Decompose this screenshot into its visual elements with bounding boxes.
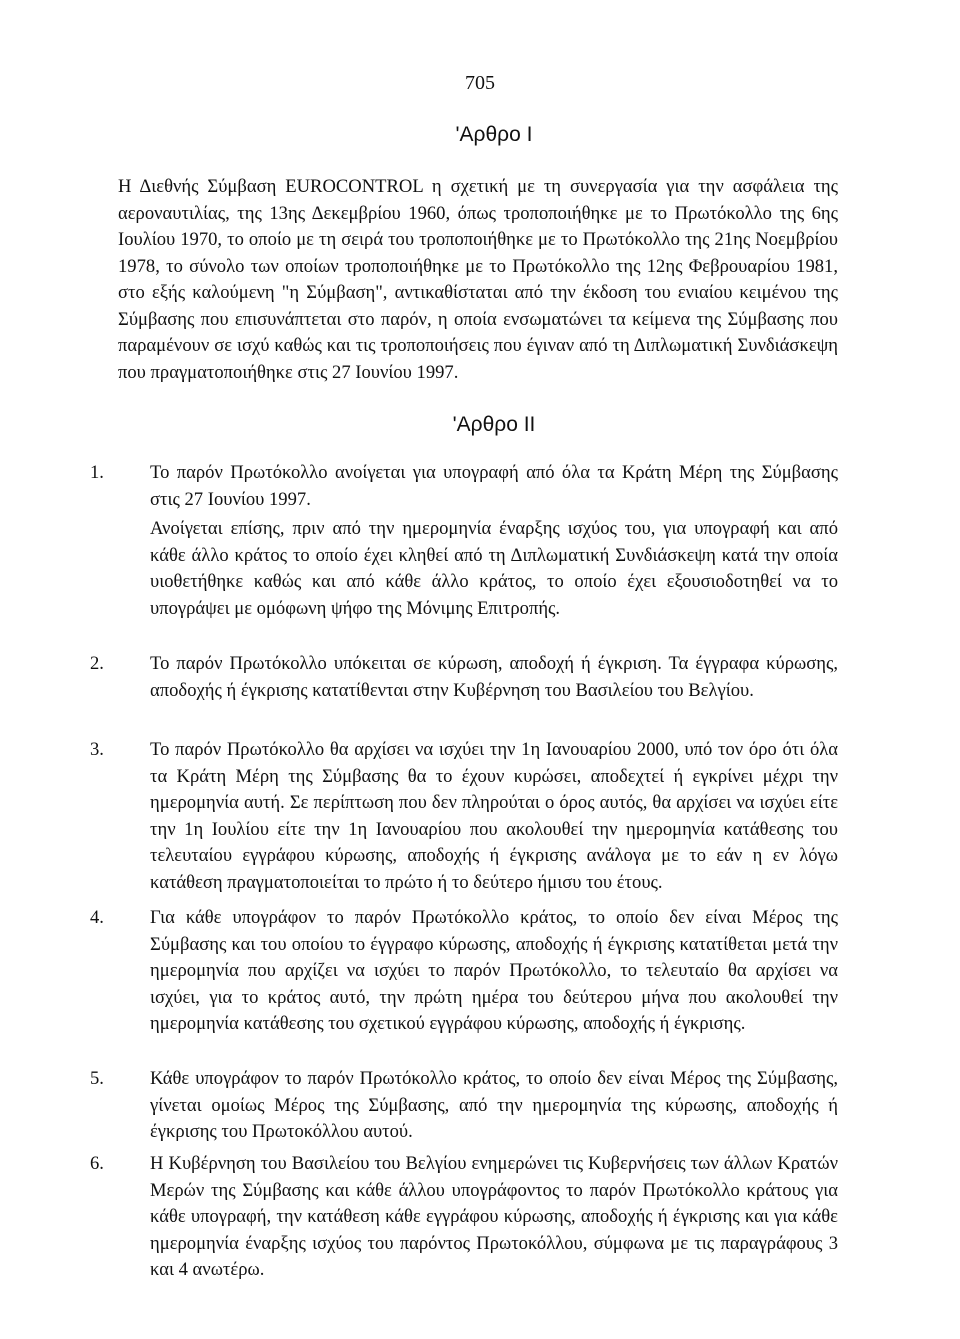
item-2-paragraph: Το παρόν Πρωτόκολλο υπόκειται σε κύρωση, αποδοχή ή έγκριση. Τα έγγραφα κύρωσης, αποδοχής ή έγκρισης κατατίθενται στην Κυβέρνηση του Βασιλείου του Βελγίου. bbox=[150, 653, 838, 701]
item-number: 2. bbox=[90, 653, 104, 674]
item-5-paragraph: Κάθε υπογράφον το παρόν Πρωτόκολλο κράτος, το οποίο δεν είναι Μέρος της Σύμβασης, γίνεται ομοίως Μέρος της Σύμβασης, από την ημερομηνία της κύρωσης, αποδοχής ή έγκρισης του Πρωτοκόλλου αυτού. bbox=[150, 1068, 838, 1142]
item-1-paragraph-2: Ανοίγεται επίσης, πριν από την ημερομηνία έναρξης ισχύος του, για υπογραφή και από κάθε άλλο κράτος το οποίο έχει κληθεί από τη Διπλωματική Συνδιάσκεψη κατά την οποία υιοθετήθηκε καθώς και από κάθε άλλο κράτος, το οποίο έχει εξουσιοδοτηθεί να το υπογράψει με ομόφωνη ψήφο της Μόνιμης Επιτροπής. bbox=[150, 518, 838, 619]
item-number: 4. bbox=[90, 907, 104, 928]
item-3-paragraph: Το παρόν Πρωτόκολλο θα αρχίσει να ισχύει την 1η Ιανουαρίου 2000, υπό τον όρο ότι όλα τα Κράτη Μέρη της Σύμβασης θα το έχουν κυρώσει, αποδεχτεί ή εγκρίνει μέχρι την ημερομηνία αυτή. Σε περίπτωση που δεν πληρούται ο όρος αυτός, θα αρχίσει να ισχύει είτε την 1η Ιουλίου είτε την 1η Ιανουαρίου που ακολουθεί την ημερομηνία κατάθεσης του τελευταίου εγγράφου κύρωσης, αποδοχής ή έγκρισης ανάλογα με το εάν η εν λόγω κατάθεση πραγματοποιείται το πρώτο ή το δεύτερο ήμισυ του έτους. bbox=[150, 739, 838, 893]
item-6-paragraph: Η Κυβέρνηση του Βασιλείου του Βελγίου ενημερώνει τις Κυβερνήσεις των άλλων Κρατών Μερών της Σύμβασης και κάθε άλλου υπογράφοντος το παρόν Πρωτόκολλο κράτους για κάθε υπογραφή, την κατάθεση κάθε εγγράφου κύρωσης, αποδοχής ή έγκρισης και για κάθε ημερομηνία έναρξης ισχύος του παρόντος Πρωτοκόλλου, σύμφωνα με τις παραγράφους 3 και 4 ανωτέρω. bbox=[150, 1153, 838, 1280]
article-1-text: Η Διεθνής Σύμβαση EUROCONTROL η σχετική με τη συνεργασία για την ασφάλεια της αεροναυτιλίας, της 13ης Δεκεμβρίου 1960, όπως τροποποιήθηκε με το Πρωτόκολλο της 6ης Ιουλίου 1970, το οποίο με τη σειρά του τροποποιήθηκε με το Πρωτόκολλο της 21ης Νοεμβρίου 1978, το σύνολο των οποίων τροποποιήθηκε με το Πρωτόκολλο της 12ης Φεβρουαρίου 1981, στο εξής καλούμενη "η Σύμβαση", αντικαθίσταται από την έκδοση του ενιαίου κειμένου της Σύμβασης που επισυνάπτεται στο παρόν, η οποία ενσωματώνει τα κείμενα της Σύμβασης που παραμένουν σε ισχύ καθώς και τις τροποποιήσεις που έγιναν από τη Διπλωματική Συνδιάσκεψη που πραγματοποιήθηκε στις 27 Ιουνίου 1997. bbox=[118, 176, 838, 383]
page-number: 705 bbox=[465, 72, 495, 94]
item-number: 1. bbox=[90, 462, 104, 483]
item-number: 3. bbox=[90, 739, 104, 760]
item-number: 6. bbox=[90, 1153, 104, 1174]
article-1-heading: 'Αρθρο Ι bbox=[455, 123, 533, 146]
item-4-paragraph: Για κάθε υπογράφον το παρόν Πρωτόκολλο κράτος, το οποίο δεν είναι Μέρος της Σύμβασης και του οποίου το έγγραφο κύρωσης, αποδοχής ή έγκρισης κατατίθεται μετά την ημερομηνία που αρχίζει να ισχύει το παρόν Πρωτόκολλο, το τελευταίο θα αρχίσει να ισχύει, για το κράτος αυτό, την πρώτη ημέρα του δεύτερου μήνα που ακολουθεί την ημερομηνία κατάθεσης του σχετικού εγγράφου κύρωσης, αποδοχής ή έγκρισης. bbox=[150, 907, 838, 1034]
item-1-paragraph-1: Το παρόν Πρωτόκολλο ανοίγεται για υπογραφή από όλα τα Κράτη Μέρη της Σύμβασης στις 27 Ιουνίου 1997. bbox=[150, 462, 838, 510]
article-2-heading: 'Αρθρο ΙΙ bbox=[452, 413, 536, 436]
item-number: 5. bbox=[90, 1068, 104, 1089]
